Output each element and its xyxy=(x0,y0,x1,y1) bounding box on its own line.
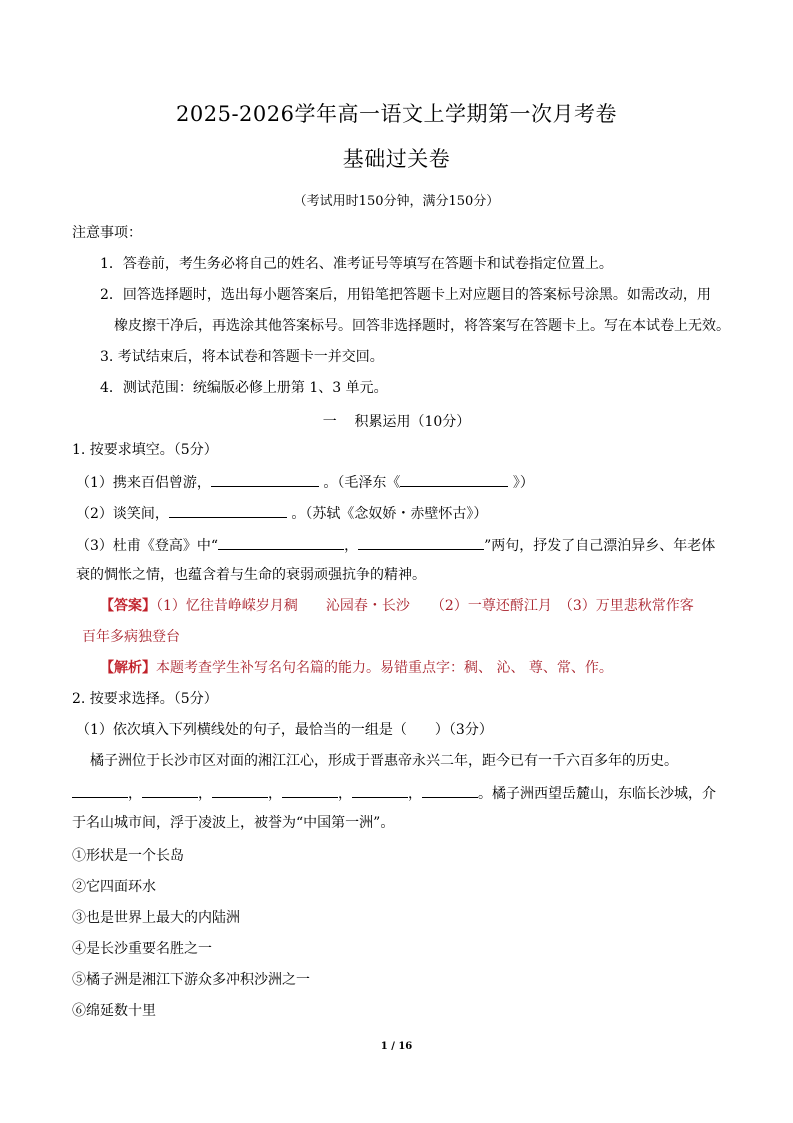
q1-p1-text-b: 。（毛泽东《 xyxy=(323,475,401,491)
answer-blank xyxy=(352,783,408,798)
answer-blank xyxy=(72,783,128,798)
answer-blank xyxy=(422,783,478,798)
section-heading: 一 积累运用（10分） xyxy=(322,414,471,430)
question-2-stem: 2. 按要求选择。（5分） xyxy=(72,691,218,707)
exam-title: 2025-2026学年高一语文上学期第一次月考卷 xyxy=(176,102,617,126)
comma: ， xyxy=(268,786,282,802)
q1-p3-text-d: 衰的惆怅之情，也蕴含着与生命的衰弱顽强抗争的精神。 xyxy=(76,567,426,583)
answer-line xyxy=(100,597,694,615)
q1-p2-text-a: （2）谈笑间， xyxy=(76,506,169,522)
notes-heading: 注意事项： xyxy=(72,225,142,241)
comma: ， xyxy=(408,786,422,802)
option-2: ②它四面环水 xyxy=(72,879,156,895)
option-4: ④是长沙重要名胜之一 xyxy=(72,941,212,957)
answer-blank xyxy=(218,535,344,550)
comma: ， xyxy=(338,786,352,802)
answer-blank xyxy=(400,472,508,487)
comma: ， xyxy=(128,786,142,802)
answer-blank xyxy=(282,783,338,798)
q1-p3-text-c: ”两句，抒发了自己漂泊异乡、年老体 xyxy=(484,538,716,554)
question-1-stem: 1. 按要求填空。（5分） xyxy=(72,442,218,458)
question-1-part-3 xyxy=(76,535,715,555)
note-3: 3. 考试结束后，将本试卷和答题卡一并交回。 xyxy=(100,349,384,365)
comma: ， xyxy=(198,786,212,802)
exam-subtitle: 基础过关卷 xyxy=(342,147,451,171)
q1-p3-text-a: （3）杜甫《登高》中“ xyxy=(76,538,219,554)
answer-tag: 【答案】 xyxy=(100,598,156,614)
analysis-tag: 【解析】 xyxy=(100,660,156,676)
note-1: 1．答卷前，考生务必将自己的姓名、准考证号等填写在答题卡和试卷指定位置上。 xyxy=(100,256,613,272)
option-1: ①形状是一个长岛 xyxy=(72,848,184,864)
q1-p3-text-b: ， xyxy=(344,538,359,554)
option-6: ⑥绵延数十里 xyxy=(72,1003,156,1019)
analysis-line xyxy=(100,659,613,677)
answer-blank xyxy=(212,783,268,798)
passage-line-1: 橘子洲位于长沙市区对面的湘江江心，形成于晋惠帝永兴二年，距今已有一千六百多年的历史。 xyxy=(90,753,678,769)
passage-line-2-text: 。橘子洲西望岳麓山，东临长沙城，介 xyxy=(478,786,716,802)
answer-blank xyxy=(211,472,319,487)
answer-text: （1）忆往昔峥嵘岁月稠 沁园春・长沙 （2）一尊还酹江月 （3）万里悲秋常作客 xyxy=(156,598,694,614)
note-4: 4．测试范围：统编版必修上册第 1、3 单元。 xyxy=(100,380,388,396)
note-2a: 2．回答选择题时，选出每小题答案后，用铅笔把答题卡上对应题目的答案标号涂黑。如需改动，用 xyxy=(100,287,711,303)
answer-blank xyxy=(169,503,287,518)
answer-blank xyxy=(358,535,484,550)
q1-p1-text-c: 》） xyxy=(512,475,534,491)
page-number: 1 / 16 xyxy=(380,1041,413,1052)
option-5: ⑤橘子洲是湘江下游众多冲积沙洲之一 xyxy=(72,972,310,988)
note-2b: 橡皮擦干净后，再选涂其他答案标号。回答非选择题时，将答案写在答题卡上。写在本试卷上无效。 xyxy=(114,318,730,334)
exam-info: （考试用时150分钟，满分150分） xyxy=(293,194,500,209)
passage-line-3: 于名山城市间，浮于凌波上，被誉为“中国第一洲”。 xyxy=(72,815,395,831)
passage-line-2 xyxy=(72,783,716,803)
q1-p1-text-a: （1）携来百侣曾游， xyxy=(76,475,211,491)
q1-p2-text-b: 。（苏轼《念奴娇・赤壁怀古》） xyxy=(291,506,488,522)
option-3: ③也是世界上最大的内陆洲 xyxy=(72,910,240,926)
analysis-text: 本题考查学生补写名句名篇的能力。易错重点字：稠、 沁、 尊、常、作。 xyxy=(156,660,613,676)
question-1-part-1 xyxy=(76,472,534,492)
answer-text-cont: 百年多病独登台 xyxy=(82,629,180,645)
question-1-part-2 xyxy=(76,503,487,523)
question-2-sub-1: （1）依次填入下列横线处的句子，最恰当的一组是（ ）（3分） xyxy=(76,722,493,738)
answer-blank xyxy=(142,783,198,798)
